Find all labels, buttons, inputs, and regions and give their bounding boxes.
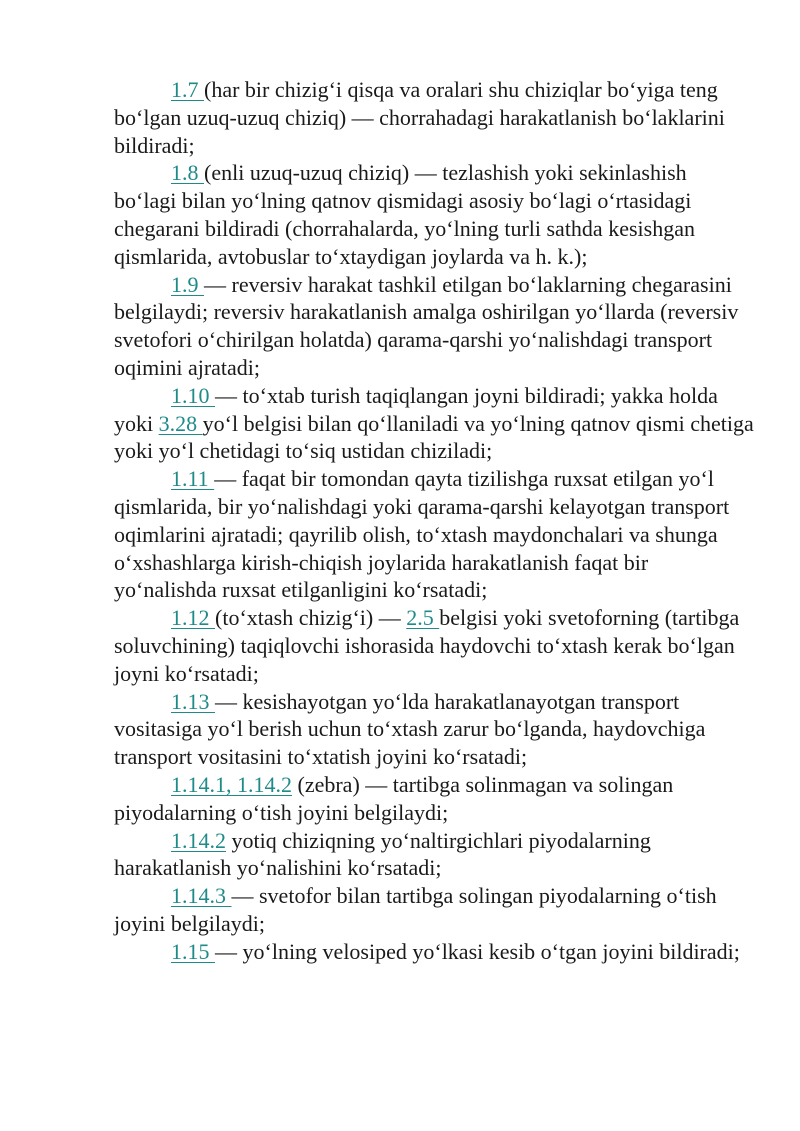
link-2-5[interactable]: 2.5	[406, 605, 440, 631]
link-1-13[interactable]: 1.13	[171, 688, 215, 714]
link-1-14-1-1-14-2[interactable]: 1.14.1, 1.14.2	[171, 771, 292, 797]
text: yo‘l belgisi bilan qo‘llaniladi va yo‘lning qatnov qismi chetiga yoki yo‘l chetidagi to‘siq ustidan chiziladi;	[114, 410, 754, 464]
paragraph-1-7	[114, 76, 754, 159]
document-body	[114, 76, 754, 966]
link-3-28[interactable]: 3.28	[158, 410, 203, 436]
paragraph-1-9	[114, 271, 754, 382]
text: — yo‘lning velosiped yo‘lkasi kesib o‘tgan joyini bildiradi;	[215, 938, 740, 964]
link-1-15[interactable]: 1.15	[171, 938, 215, 964]
text: yotiq chiziqning yo‘naltirgichlari piyodalarning harakatlanish yo‘nalishini ko‘rsatadi;	[114, 827, 651, 881]
link-1-11[interactable]: 1.11	[171, 466, 215, 492]
link-1-12[interactable]: 1.12	[171, 605, 215, 631]
text: (har bir chizig‘i qisqa va oralari shu chiziqlar bo‘yiga teng bo‘lgan uzuq-uzuq chiziq) — chorrahadagi harakatlanish bo‘laklarini bildiradi;	[114, 77, 725, 158]
paragraph-1-15	[114, 938, 754, 966]
link-1-14-2[interactable]: 1.14.2	[171, 827, 226, 853]
paragraph-1-14-1	[114, 771, 754, 827]
paragraph-1-13	[114, 688, 754, 771]
text: — to‘xtab turish taqiqlangan joyni bildiradi; yakka holda yoki	[114, 382, 718, 436]
link-1-9[interactable]: 1.9	[171, 271, 204, 297]
text: — reversiv harakat tashkil etilgan bo‘laklarning chegarasini belgilaydi; reversiv harakatlanish amalga oshirilgan yo‘llarda (reversiv svetofori o‘chirilgan holatda) qarama-qarshi yo‘nalishdagi transport oqimini ajratadi;	[114, 271, 739, 380]
paragraph-1-14-2	[114, 827, 754, 883]
link-1-8[interactable]: 1.8	[171, 160, 204, 186]
link-1-10[interactable]: 1.10	[171, 382, 215, 408]
text: (to‘xtash chizig‘i) —	[215, 605, 407, 631]
text: (enli uzuq-uzuq chiziq) — tezlashish yoki sekinlashish bo‘lagi bilan yo‘lning qatnov qismidagi asosiy bo‘lagi o‘rtasidagi chegarani bildiradi (chorrahalarda, yo‘lning turli sathda kesishgan qismlarida, avtobuslar to‘xtaydigan joylarda va h. k.);	[114, 160, 695, 269]
text: (zebra) — tartibga solinmagan va solingan piyodalarning o‘tish joyini belgilaydi;	[114, 771, 674, 825]
text: — svetofor bilan tartibga solingan piyodalarning o‘tish joyini belgilaydi;	[114, 883, 717, 936]
paragraph-1-12	[114, 604, 754, 687]
paragraph-1-10	[114, 382, 754, 465]
paragraph-1-14-3	[114, 882, 754, 938]
link-1-7[interactable]: 1.7	[171, 77, 204, 102]
text: — kesishayotgan yo‘lda harakatlanayotgan transport vositasiga yo‘l berish uchun to‘xtash zarur bo‘lganda, haydovchiga transport vositasini to‘xtatish joyini ko‘rsatadi;	[114, 688, 706, 770]
text: — faqat bir tomondan qayta tizilishga ruxsat etilgan yo‘l qismlarida, bir yo‘nalishdagi yoki qarama-qarshi kelayotgan transport oqimlarini ajratadi; qayrilib olish, to‘xtash maydonchalari va shunga o‘xshashlarga kirish-chiqish joylarida harakatlanish faqat bir yo‘nalishda ruxsat etilganligini ko‘rsatadi;	[114, 466, 730, 603]
paragraph-1-11	[114, 465, 754, 604]
paragraph-1-8	[114, 159, 754, 270]
text: belgisi yoki svetoforning (tartibga soluvchining) taqiqlovchi ishorasida haydovchi to‘xtash kerak bo‘lgan joyni ko‘rsatadi;	[114, 605, 740, 686]
link-1-14-3[interactable]: 1.14.3	[171, 883, 232, 909]
